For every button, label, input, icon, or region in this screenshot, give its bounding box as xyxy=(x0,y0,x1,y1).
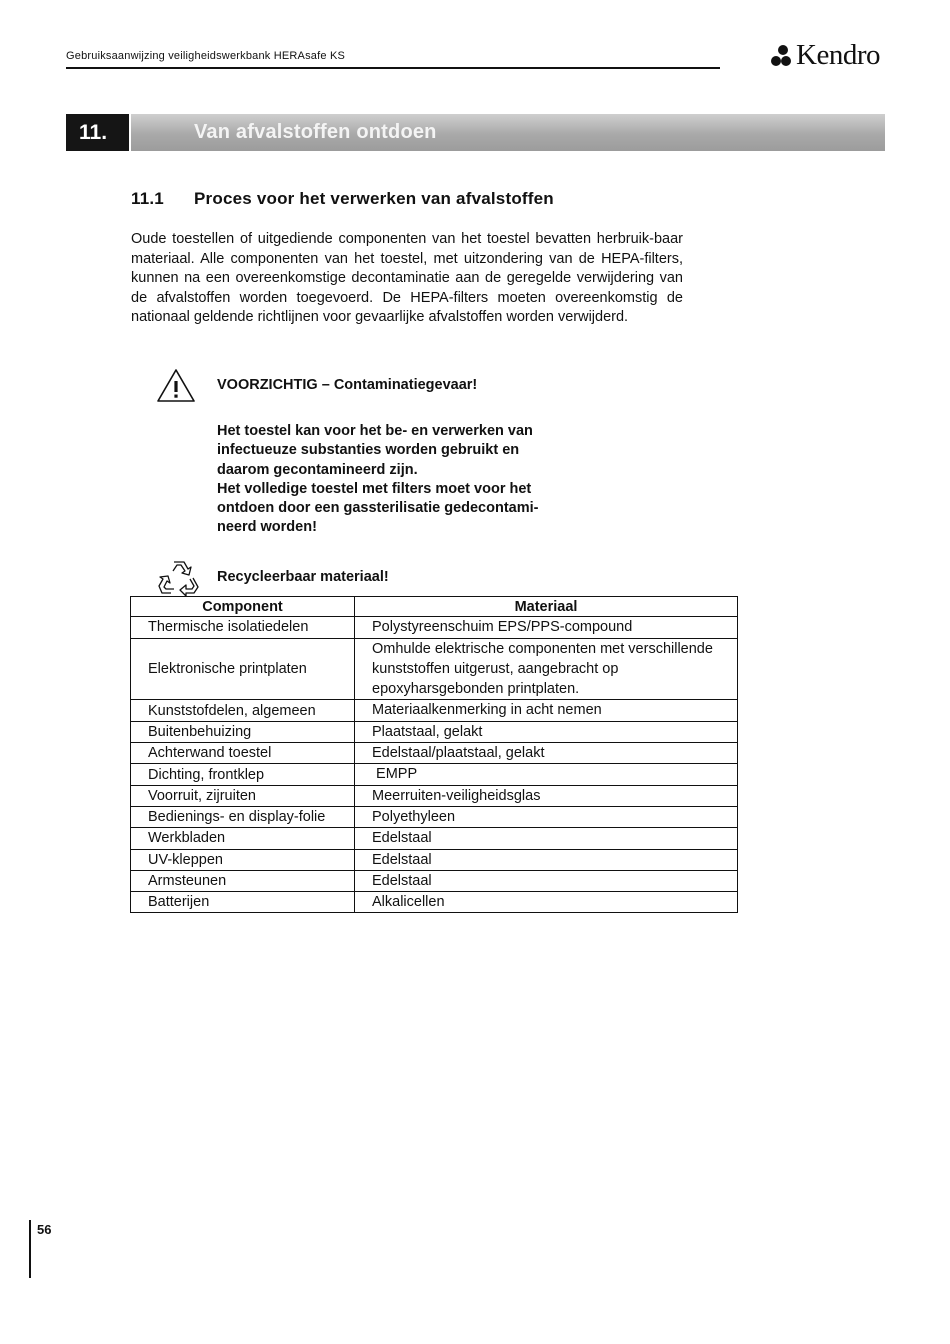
table-row xyxy=(131,743,738,764)
section-number: 11.1 xyxy=(131,189,164,208)
table-row xyxy=(131,806,738,827)
column-header-material: Materiaal xyxy=(355,597,738,617)
component-cell: Achterwand toestel xyxy=(131,743,355,764)
footer-rule xyxy=(29,1220,31,1278)
component-cell: Thermische isolatiedelen xyxy=(131,617,355,638)
header-rule xyxy=(66,67,720,69)
materials-table xyxy=(130,596,738,913)
component-cell: Werkbladen xyxy=(131,828,355,849)
chapter-title: Van afvalstoffen ontdoen xyxy=(194,121,437,143)
table-row xyxy=(131,785,738,806)
logo-dots-icon xyxy=(768,42,794,68)
material-cell: Edelstaal xyxy=(355,870,738,891)
table-row xyxy=(131,870,738,891)
table-row xyxy=(131,764,738,785)
table-row xyxy=(131,700,738,721)
warning-line: Het volledige toestel met filters moet voor het xyxy=(217,480,532,497)
logo-text: Kendro xyxy=(796,38,880,71)
warning-line: daarom gecontamineerd zijn. xyxy=(217,461,418,478)
component-cell: Kunststofdelen, algemeen xyxy=(131,700,355,721)
section-title: Proces voor het verwerken van afvalstoffen xyxy=(194,189,554,208)
warning-triangle-icon xyxy=(156,368,196,404)
component-cell: Dichting, frontklep xyxy=(131,764,355,785)
recycle-icon xyxy=(157,558,203,596)
material-cell: Materiaalkenmerking in acht nemen xyxy=(355,700,738,721)
material-cell: Edelstaal xyxy=(355,849,738,870)
material-cell: Polyethyleen xyxy=(355,806,738,827)
warning-line: infectueuze substanties worden gebruikt en xyxy=(217,442,520,459)
warning-text xyxy=(217,422,562,538)
material-cell: Polystyreenschuim EPS/PPS-compound xyxy=(355,617,738,638)
page-number: 56 xyxy=(37,1222,52,1237)
body-paragraph: Oude toestellen of uitgediende componenten van het toestel bevatten herbruik-baar materiaal. Alle componenten van het toestel, met uitzondering van de HEPA-filters, kunnen na een overeenkomstige decontaminatie aan de geregelde verwijdering van de afvalstoffen worden toegevoerd. De HEPA-filters moeten overeenkomstig de nationaal geldende richtlijnen voor gevaarlijke afvalstoffen worden verwijderd. xyxy=(131,231,683,325)
component-cell: Armsteunen xyxy=(131,870,355,891)
component-cell: Buitenbehuizing xyxy=(131,721,355,742)
chapter-title-bar xyxy=(131,114,885,151)
table-header-row xyxy=(131,597,738,617)
column-header-component: Component xyxy=(131,597,355,617)
warning-line: Het toestel kan voor het be- en verwerken van xyxy=(217,423,533,439)
component-cell: Voorruit, zijruiten xyxy=(131,785,355,806)
kendro-logo xyxy=(768,38,880,72)
component-cell: Batterijen xyxy=(131,892,355,913)
material-cell: Edelstaal/plaatstaal, gelakt xyxy=(355,743,738,764)
component-cell: Bedienings- en display-folie xyxy=(131,806,355,827)
component-cell: Elektronische printplaten xyxy=(131,638,355,700)
table-row xyxy=(131,849,738,870)
recycle-title: Recycleerbaar materiaal! xyxy=(217,569,389,585)
component-cell: UV-kleppen xyxy=(131,849,355,870)
warning-title: VOORZICHTIG – Contaminatiegevaar! xyxy=(217,377,478,393)
table-row xyxy=(131,638,738,700)
table-row xyxy=(131,721,738,742)
warning-line: neerd worden! xyxy=(217,519,317,536)
section-heading xyxy=(131,189,554,209)
material-cell: Alkalicellen xyxy=(355,892,738,913)
material-cell: Plaatstaal, gelakt xyxy=(355,721,738,742)
table-row xyxy=(131,892,738,913)
material-cell: EMPP xyxy=(355,764,738,785)
table-row xyxy=(131,617,738,638)
warning-line: ontdoen door een gassterilisatie gedecontami- xyxy=(217,500,539,517)
material-cell: Edelstaal xyxy=(355,828,738,849)
running-header: Gebruiksaanwijzing veiligheidswerkbank HERAsafe KS xyxy=(66,50,346,62)
material-cell: Meerruiten-veiligheidsglas xyxy=(355,785,738,806)
material-cell: Omhulde elektrische componenten met verschillende kunststoffen uitgerust, aangebracht op epoxyharsgebonden printplaten. xyxy=(355,638,738,700)
chapter-number: 11. xyxy=(66,114,129,151)
table-row xyxy=(131,828,738,849)
